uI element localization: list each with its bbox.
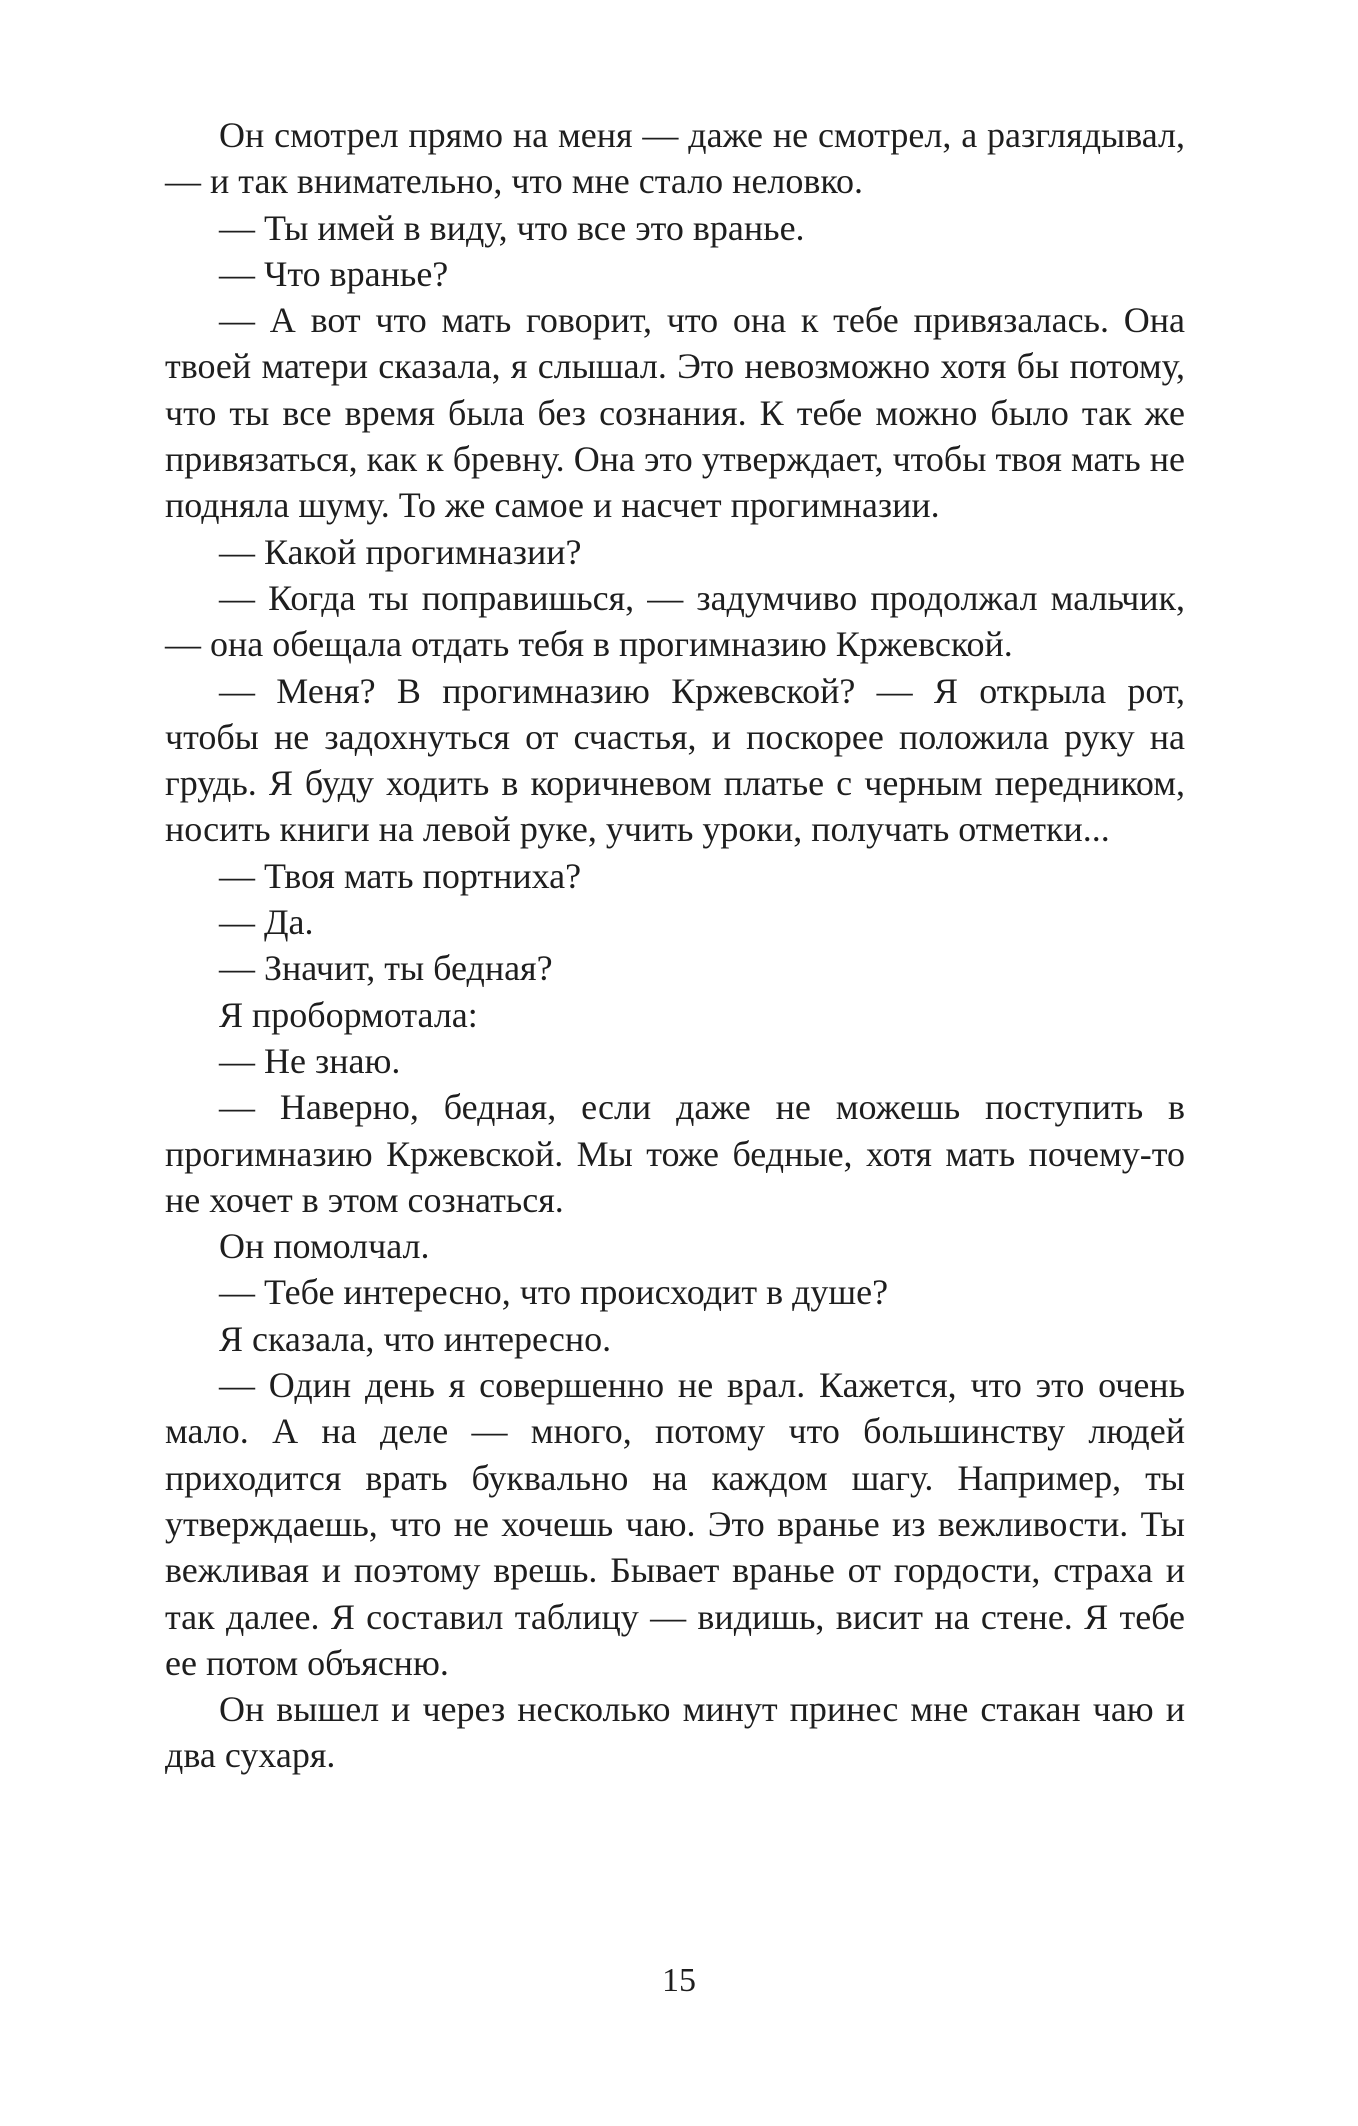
- paragraph: — Какой прогимназии?: [219, 531, 582, 572]
- paragraph: — Да.: [219, 902, 314, 943]
- paragraph: Он смотрел прямо на меня — даже не смотрел, а разглядывал, — и так внимательно, что мне стало неловко.: [165, 115, 1185, 202]
- paragraph: — Наверно, бедная, если даже не можешь поступить в прогимназию Кржевской. Мы тоже бедные, хотя мать почему-то не хочет в этом сознаться.: [165, 1087, 1185, 1220]
- paragraph: — Меня? В прогимназию Кржевской? — Я открыла рот, чтобы не задохнуться от счастья, и поскорее положила руку на грудь. Я буду ходить в коричневом платье с черным передником, носить книги на левой руке, учить уроки, получать отметки...: [165, 670, 1185, 850]
- paragraph: — Твоя мать портниха?: [219, 855, 582, 896]
- paragraph: — Значит, ты бедная?: [219, 948, 553, 989]
- paragraph: Я пробормотала:: [219, 994, 478, 1035]
- paragraph: — Не знаю.: [219, 1040, 401, 1081]
- paragraph: — Когда ты поправишься, — задумчиво продолжал мальчик, — она обещала отдать тебя в прогимназию Кржевской.: [165, 577, 1185, 665]
- paragraph: — Что вранье?: [219, 253, 449, 294]
- paragraph: Он помолчал.: [219, 1226, 430, 1267]
- paragraph: — Тебе интересно, что происходит в душе?: [219, 1272, 889, 1313]
- paragraph: — А вот что мать говорит, что она к тебе привязалась. Она твоей матери сказала, я слышал. Это невозможно хотя бы потому, что ты все время была без сознания. К тебе можно было так же привязаться, как к бревну. Она это утверждает, чтобы твоя мать не подняла шуму. То же самое и насчет прогимназии.: [165, 300, 1185, 526]
- paragraph: Он вышел и через несколько минут принес мне стакан чаю и два сухаря.: [165, 1689, 1185, 1776]
- page-text: [165, 112, 1185, 1779]
- paragraph: Я сказала, что интересно.: [219, 1318, 612, 1359]
- paragraph: — Ты имей в виду, что все это вранье.: [219, 207, 805, 248]
- page-number: 15: [662, 1962, 696, 1999]
- paragraph: — Один день я совершенно не врал. Кажется, что это очень мало. А на деле — много, потому что большинству людей приходится врать буквально на каждом шагу. Например, ты утверждаешь, что не хочешь чаю. Это вранье из вежливости. Ты вежливая и поэтому врешь. Бывает вранье от гордости, страха и так далее. Я составил таблицу — видишь, висит на стене. Я тебе ее потом объясню.: [165, 1365, 1185, 1683]
